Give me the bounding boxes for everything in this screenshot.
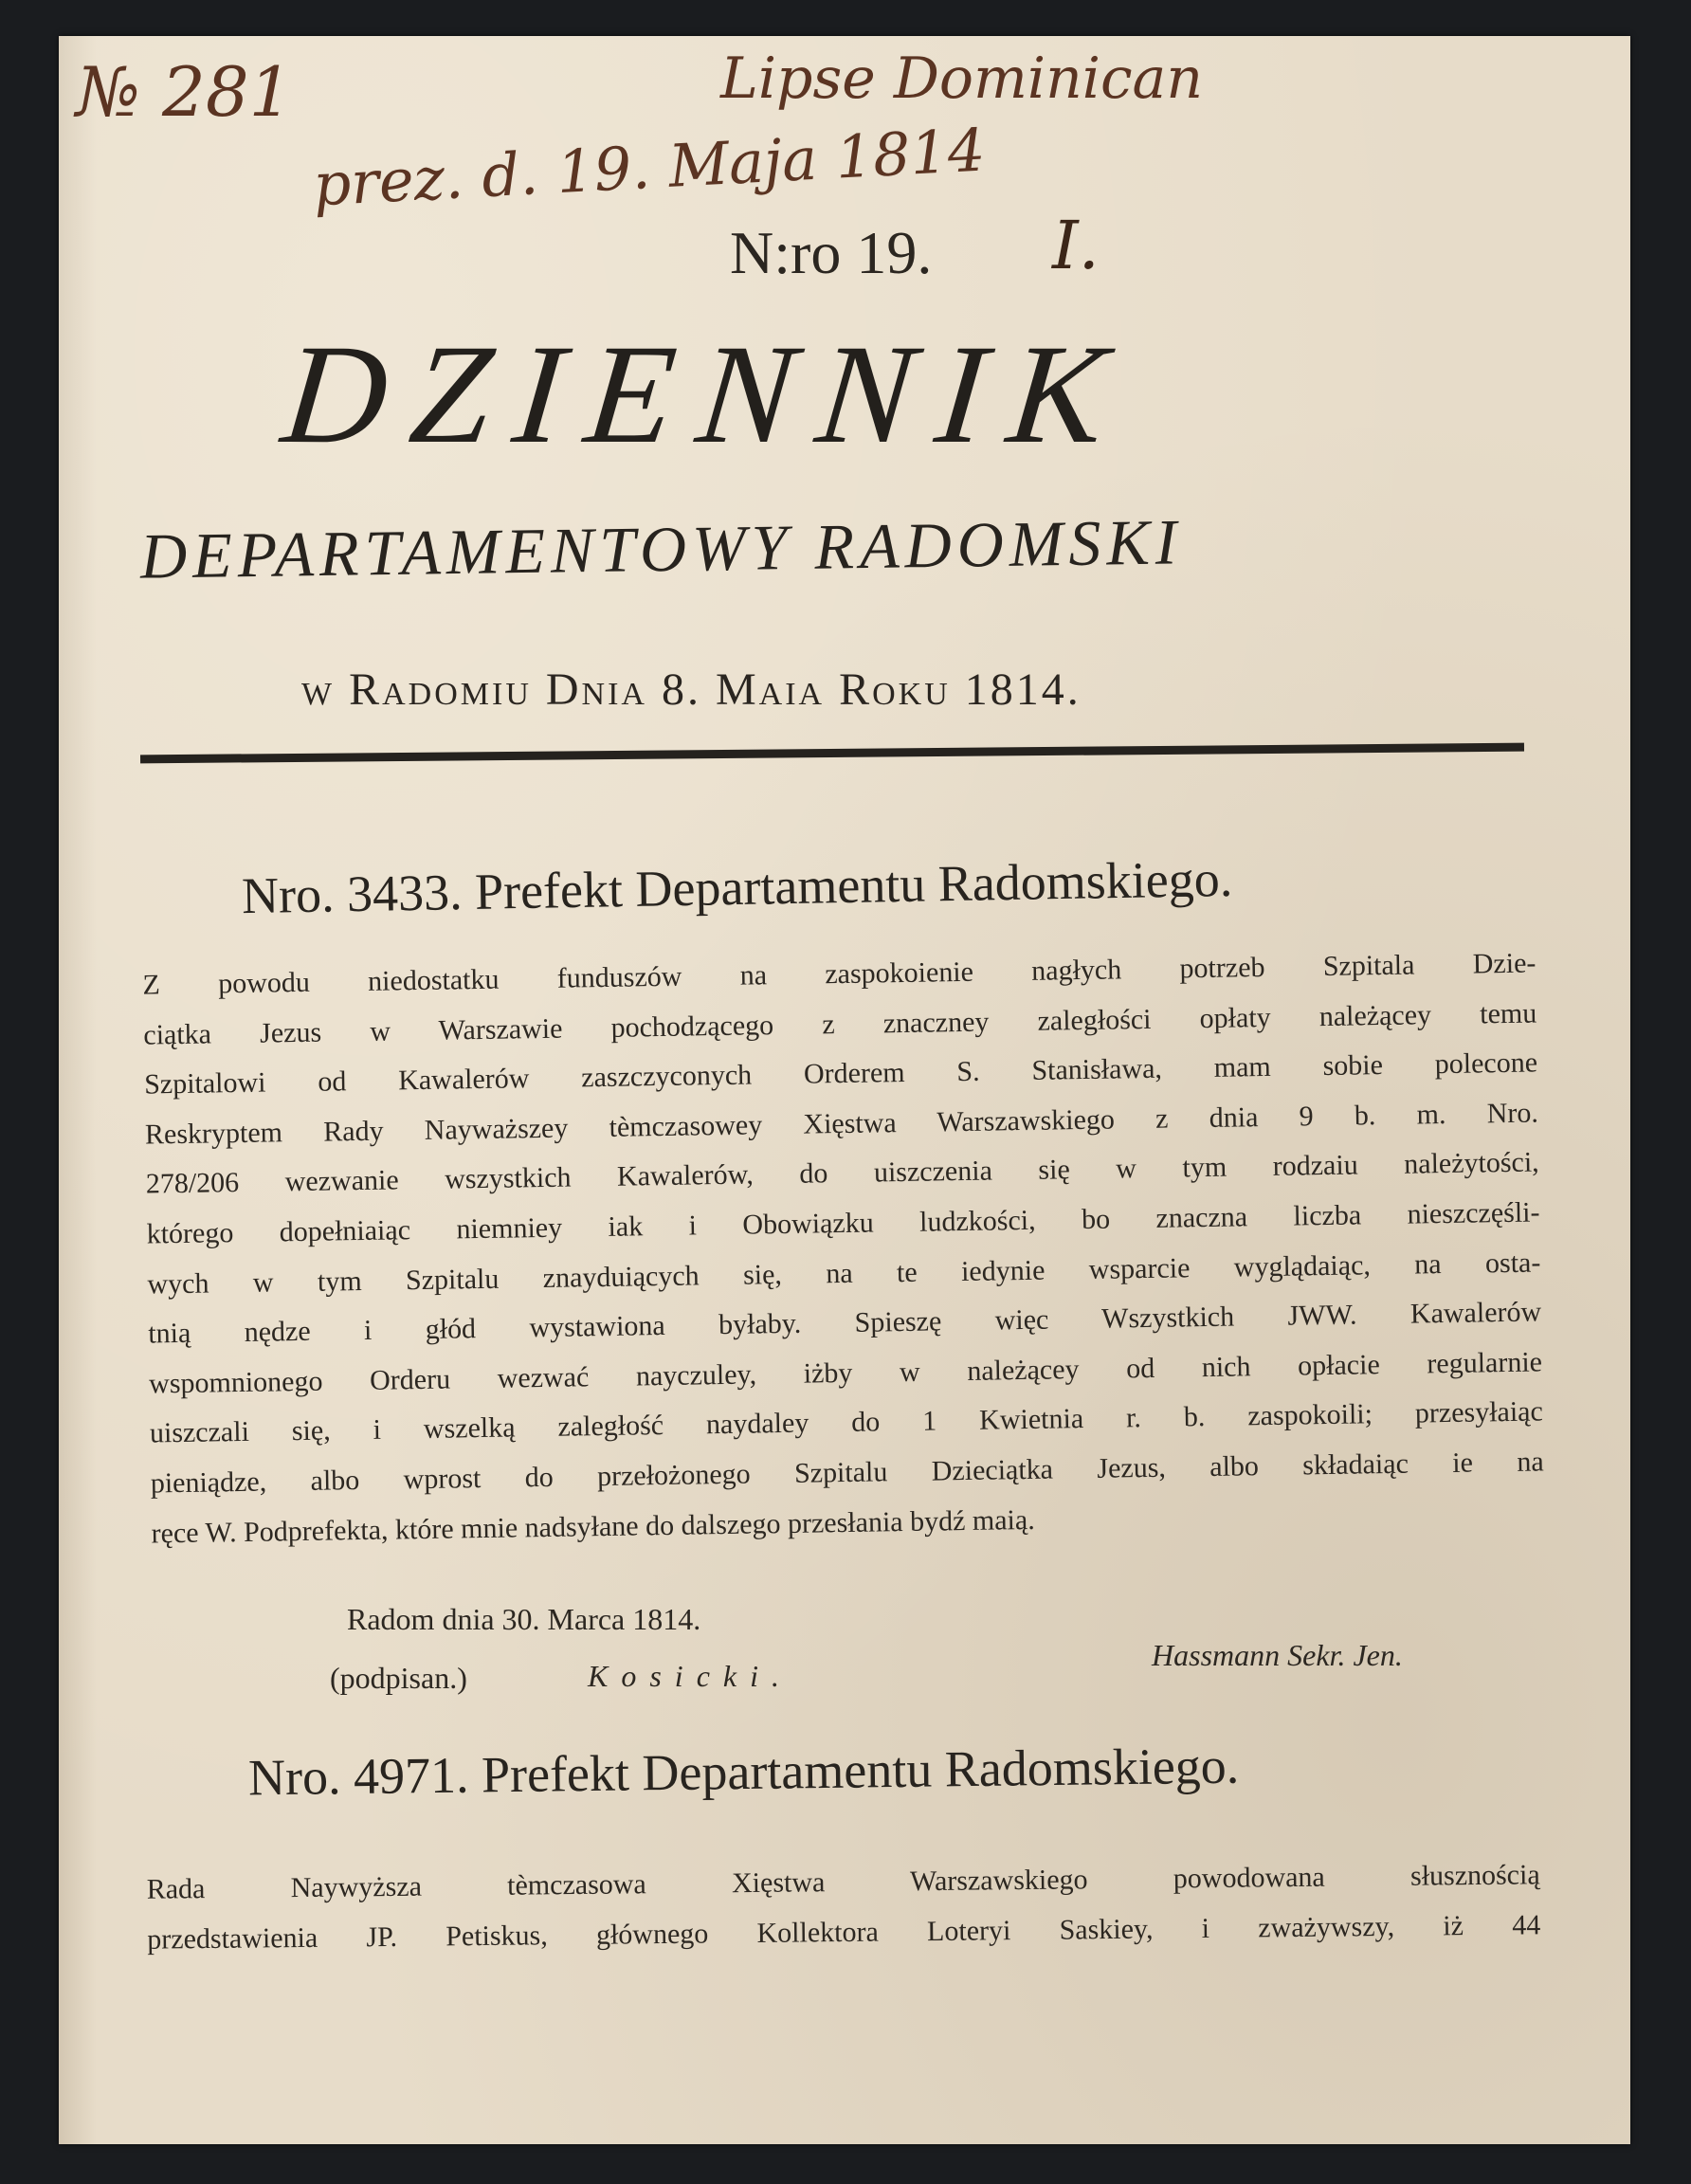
masthead-title: DZIENNIK <box>276 316 1138 473</box>
body-line: przedstawienia JP. Petiskus, głównego Kollektora Loteryi Saskiey, i zważywszy, iż 44 <box>147 1908 1541 1956</box>
body-line: ciątka Jezus w Warszawie pochodzącego z znaczney zaległości opłaty należącey temu <box>143 997 1537 1051</box>
body-line: ręce W. Podprefekta, które mnie nadsyłane do dalszego przesłania bydź maią. <box>151 1503 1035 1550</box>
section-2-heading: Nro. 4971. Prefekt Departamentu Radomskiego. <box>247 1737 1240 1807</box>
handwritten-owner-note: Lipse Dominican <box>720 46 1203 112</box>
masthead-dateline: w Radomiu Dnia 8. Maia Roku 1814. <box>301 664 1082 715</box>
body-line: Z powodu niedostatku funduszów na zaspokoienie nagłych potrzeb Szpitala Dzie- <box>142 947 1536 1001</box>
body-line: 278/206 wezwanie wszystkich Kawalerów, do uiszczenia się w tym rodzaiu należytości, <box>145 1146 1539 1200</box>
signature-date: Radom dnia 30. Marca 1814. <box>347 1602 701 1636</box>
body-line: Rada Naywyższa tèmczasowa Xięstwa Warszawskiego powodowana słusznością <box>146 1859 1540 1905</box>
body-line: którego dopełniaiąc niemniey iak i Obowiązku ludzkości, bo znaczna liczba nieszczęśli- <box>146 1196 1540 1250</box>
section-2-body <box>146 1850 1540 1965</box>
body-line: uiszczali się, i wszelką zaległość naydaley do 1 Kwietnia r. b. zaspokoili; przesyłaiąc <box>149 1395 1544 1449</box>
handwritten-roman-numeral: I. <box>1052 207 1100 284</box>
issue-number: N:ro 19. <box>730 219 933 286</box>
body-line: wspomnionego Orderu wezwać nayczuley, iżby w należącey od nich opłacie regularnie <box>148 1346 1543 1400</box>
body-line: Szpitalowi od Kawalerów zaszczyconych Orderem S. Stanisława, mam sobie polecone <box>143 1046 1538 1101</box>
section-1-body <box>142 938 1545 1558</box>
handwritten-received-date: prez. d. 19. Maja 1814 <box>311 115 988 220</box>
secretary-name: Hassmann Sekr. Jen. <box>1152 1638 1403 1672</box>
section-1-heading: Nro. 3433. Prefekt Departamentu Radomskiego. <box>241 849 1233 925</box>
masthead-subtitle: DEPARTAMENTOWY RADOMSKI <box>139 505 1183 592</box>
body-line: tnią nędze i głód wystawiona byłaby. Spieszę więc Wszystkich JWW. Kawalerów <box>148 1296 1542 1350</box>
signer-name: Kosicki. <box>588 1659 792 1693</box>
handwritten-catalog-number: № 281 <box>76 52 293 132</box>
body-line: pieniądze, albo wprost do przełożonego Szpitalu Dzieciątka Jezus, albo składaiąc ie na <box>150 1446 1544 1500</box>
body-line: Reskryptem Rady Nayważszey tèmczasowey Xięstwa Warszawskiego z dnia 9 b. m. Nro. <box>144 1097 1539 1151</box>
body-line: wych w tym Szpitalu znayduiących się, na te iedynie wsparcie wyglądaiąc, na osta- <box>147 1247 1541 1301</box>
signed-label: (podpisan.) <box>330 1661 467 1695</box>
